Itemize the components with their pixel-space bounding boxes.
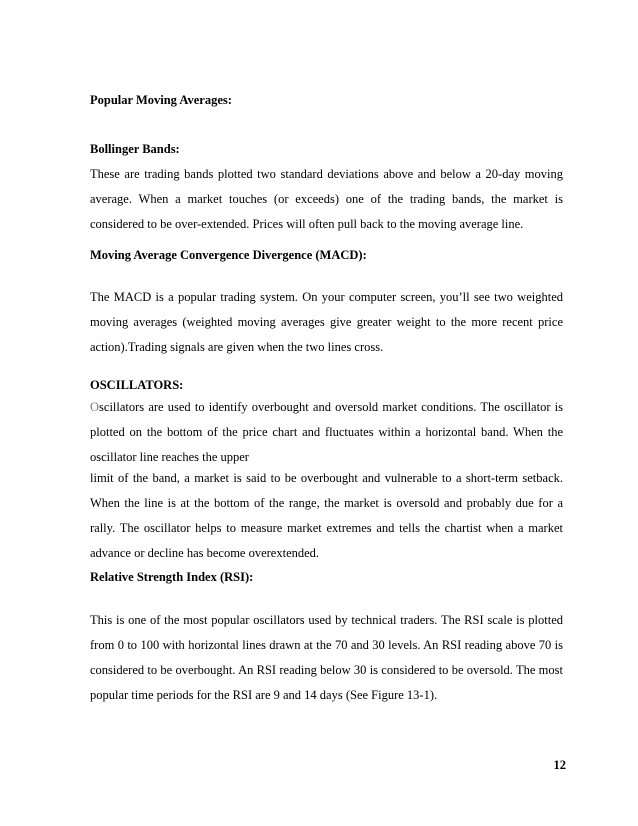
text-line: oscillator line reaches the upper	[90, 450, 249, 464]
heading-rsi: Relative Strength Index (RSI):	[90, 570, 254, 584]
paragraph-bollinger	[90, 150, 563, 237]
text-fragment: scillators are used to identify overbought and oversold market conditions. The oscillator is	[99, 400, 563, 414]
heading-bollinger-bands: Bollinger Bands:	[90, 142, 180, 156]
drop-letter: O	[90, 400, 100, 414]
text-line	[90, 395, 563, 420]
text-line: advance or decline has become overextended.	[90, 546, 320, 560]
text-line: action).Trading signals are given when the two lines cross.	[90, 340, 384, 354]
text-line: considered to be over-extended. Prices will often pull back to the moving average line.	[90, 217, 524, 231]
text-line: rally. The oscillator helps to measure market extremes and tells the chartist when a market	[90, 521, 563, 535]
paragraph-rsi	[90, 608, 563, 708]
text-line: considered to be overbought. An RSI reading below 30 is considered to be oversold. The most	[90, 663, 563, 677]
page-number: 12	[553, 758, 566, 772]
text-line: plotted on the bottom of the price chart and fluctuates within a horizontal band. When the	[90, 425, 563, 439]
text-line: from 0 to 100 with horizontal lines drawn at the 70 and 30 levels. An RSI reading above 70 is	[90, 638, 563, 652]
text-line: popular time periods for the RSI are 9 and 14 days (See Figure 13-1).	[90, 688, 438, 702]
heading-oscillators: OSCILLATORS:	[90, 378, 184, 392]
heading-macd: Moving Average Convergence Divergence (MACD):	[90, 248, 367, 262]
paragraph-oscillators	[90, 395, 563, 566]
text-line: moving averages (weighted moving averages give greater weight to the more recent price	[90, 315, 563, 329]
paragraph-macd	[90, 285, 563, 360]
text-line: When the line is at the bottom of the range, the market is oversold and probably due for a	[90, 496, 563, 510]
text-line: average. When a market touches (or exceeds) one of the trading bands, the market is	[90, 192, 563, 206]
text-line: These are trading bands plotted two standard deviations above and below a 20-day moving	[90, 167, 563, 181]
heading-popular-moving-averages: Popular Moving Averages:	[90, 93, 232, 107]
text-line: This is one of the most popular oscillators used by technical traders. The RSI scale is plotted	[90, 613, 563, 627]
text-line: The MACD is a popular trading system. On your computer screen, you’ll see two weighted	[90, 290, 563, 304]
text-line: limit of the band, a market is said to be overbought and vulnerable to a short-term setback.	[90, 471, 563, 485]
